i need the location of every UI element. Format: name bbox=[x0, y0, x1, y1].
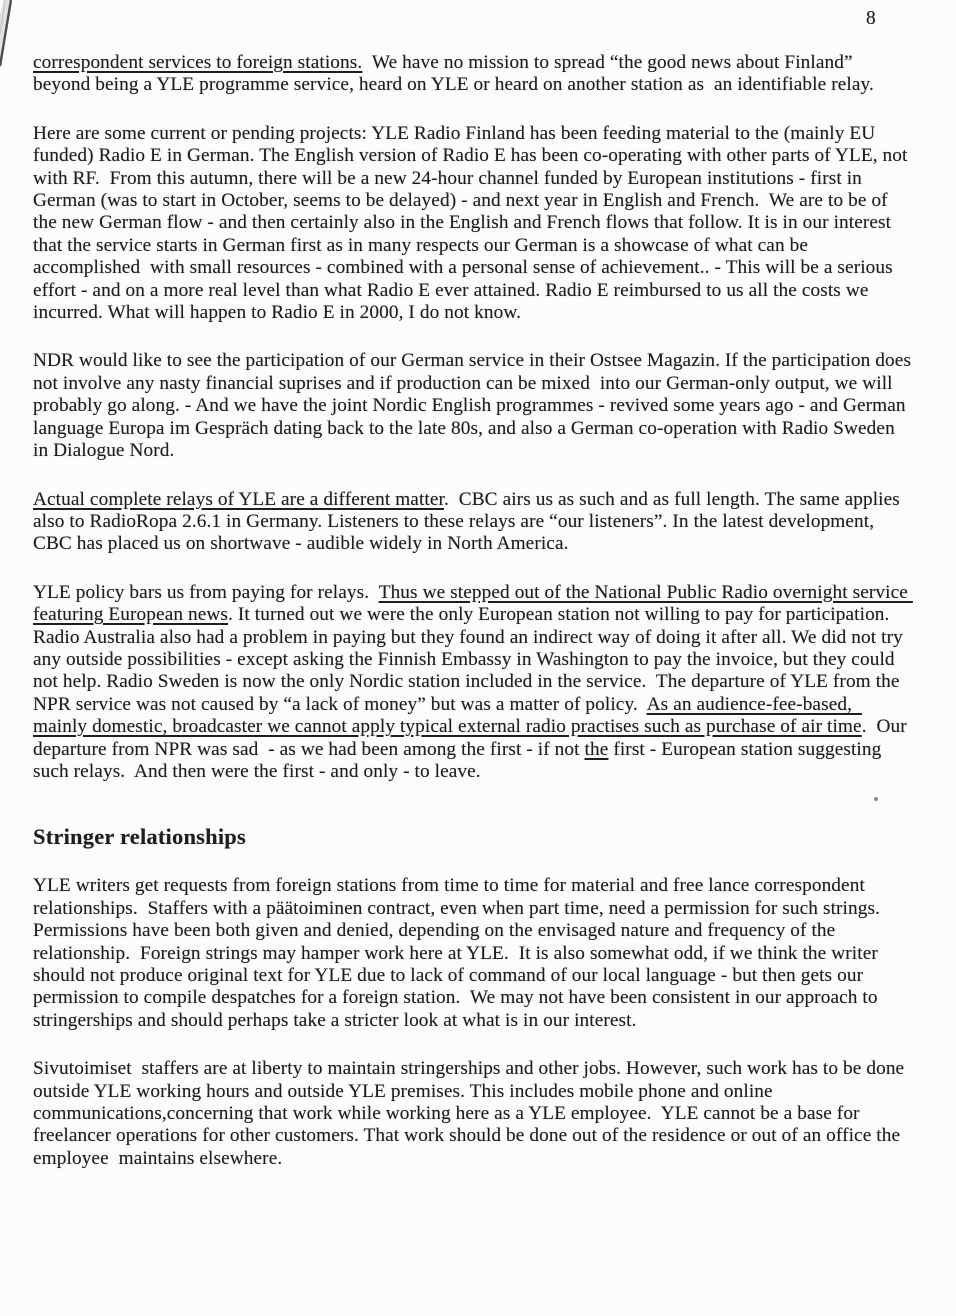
underlined-text-run: As an audience-fee-based, mainly domestic, broadcaster we cannot apply typical external radio practises such as purchase of air time bbox=[33, 693, 862, 738]
text-run: YLE policy bars us from paying for relays. bbox=[33, 581, 379, 603]
text-run: Sivutoimiset staffers are at liberty to maintain stringerships and other jobs. However, such work has to be done outside YLE working hours and outside YLE premises. This includes mobile phone and online communications,concerning that work while working here as a YLE employee. YLE cannot be a base for freelancer operations for other customers. That work should be done out of the residence or out of an office the employee maintains elsewhere. bbox=[33, 1058, 910, 1169]
scan-speck bbox=[874, 797, 878, 801]
paragraph-7 bbox=[33, 1058, 913, 1170]
paragraph-5 bbox=[33, 582, 913, 784]
text-run: . Our departure from NPR was sad - as we had been among the first - if not bbox=[33, 716, 912, 760]
text-run: first - European station suggesting such relays. And then were the first - and only - to leave. bbox=[33, 738, 887, 782]
text-run: We have no mission to spread “the good news about Finland” beyond being a YLE programme service, heard on YLE or heard on another station as an identifiable relay. bbox=[33, 52, 874, 96]
underlined-text-run: Thus we stepped out of the National Public Radio overnight service featuring European news bbox=[33, 581, 913, 626]
paragraph-6 bbox=[33, 875, 913, 1032]
text-run: . CBC airs us as such and as full length. The same applies also to RadioRopa 2.6.1 in Germany. Listeners to these relays are “our listeners”. In the latest development, CBC has placed us on shortwave - audible widely in North America. bbox=[33, 488, 905, 555]
page-number: 8 bbox=[866, 8, 876, 29]
paragraph-4 bbox=[33, 489, 913, 556]
text-run: Here are some current or pending projects: YLE Radio Finland has been feeding material to the (mainly EU funded) Radio E in German. The English version of Radio E has been co-operating with other parts of YLE, not with RF. From this autumn, there will be a new 24-hour channel funded by European institutions - first in German (was to start in October, seems to be delayed) - and next year in English and French. We are to be of the new German flow - and then certainly also in the English and French flows that follow. It is in our interest that the service starts in German first as in many respects our German is a showcase of what can be accomplished with small resources - combined with a personal sense of achievement.. - This will be a serious effort - and on a more real level than what Radio E ever attained. Radio E reimbursed to us all the costs we incurred. What will happen to Radio E in 2000, I do not know. bbox=[33, 122, 913, 324]
underlined-text-run: the bbox=[584, 738, 609, 760]
document-body bbox=[33, 52, 916, 1196]
text-run: NDR would like to see the participation of our German service in their Ostsee Magazin. If the participation does not involve any nasty financial suprises and if production can be mixed into our German-only output, we will probably go along. - And we have the joint Nordic English programmes - revived some years ago - and German language Europa im Gespräch dating back to the late 80s, and also a German co-operation with Radio Sweden in Dialogue Nord. bbox=[33, 350, 916, 462]
text-run: . It turned out we were the only European station not willing to pay for participation. Radio Australia also had a problem in paying but they found an indirect way of doing it after all. We did not try any outside possibilities - except asking the Finnish Embassy in Washington to pay the invoice, but they could not help. Radio Sweden is now the only Nordic station included in the service. The departure of YLE from the NPR service was not caused by “a lack of money” but was a matter of policy. bbox=[33, 604, 908, 715]
paragraph-3 bbox=[33, 350, 916, 462]
section-heading-stringer-relationships: Stringer relationships bbox=[33, 824, 246, 850]
underlined-text-run: correspondent services to foreign stations. bbox=[33, 52, 363, 73]
text-run: YLE writers get requests from foreign stations from time to time for material and free lance correspondent relationships. Staffers with a päätoiminen contract, even when part time, need a permission for such strings. Permissions have been both given and denied, depending on the envisaged nature and frequency of the relationship. Foreign strings may hamper work here at YLE. It is also somewhat odd, if we think the writer should not produce original text for YLE due to lack of command of our local language - but then gets our permission to compile despatches for a foreign station. We may not have been consistent in our approach to stringerships and should perhaps take a stricter look at what is in our interest. bbox=[33, 875, 890, 1031]
paragraph-1 bbox=[33, 52, 913, 97]
paragraph-2 bbox=[33, 123, 913, 325]
underlined-text-run: Actual complete relays of YLE are a different matter bbox=[33, 488, 444, 510]
